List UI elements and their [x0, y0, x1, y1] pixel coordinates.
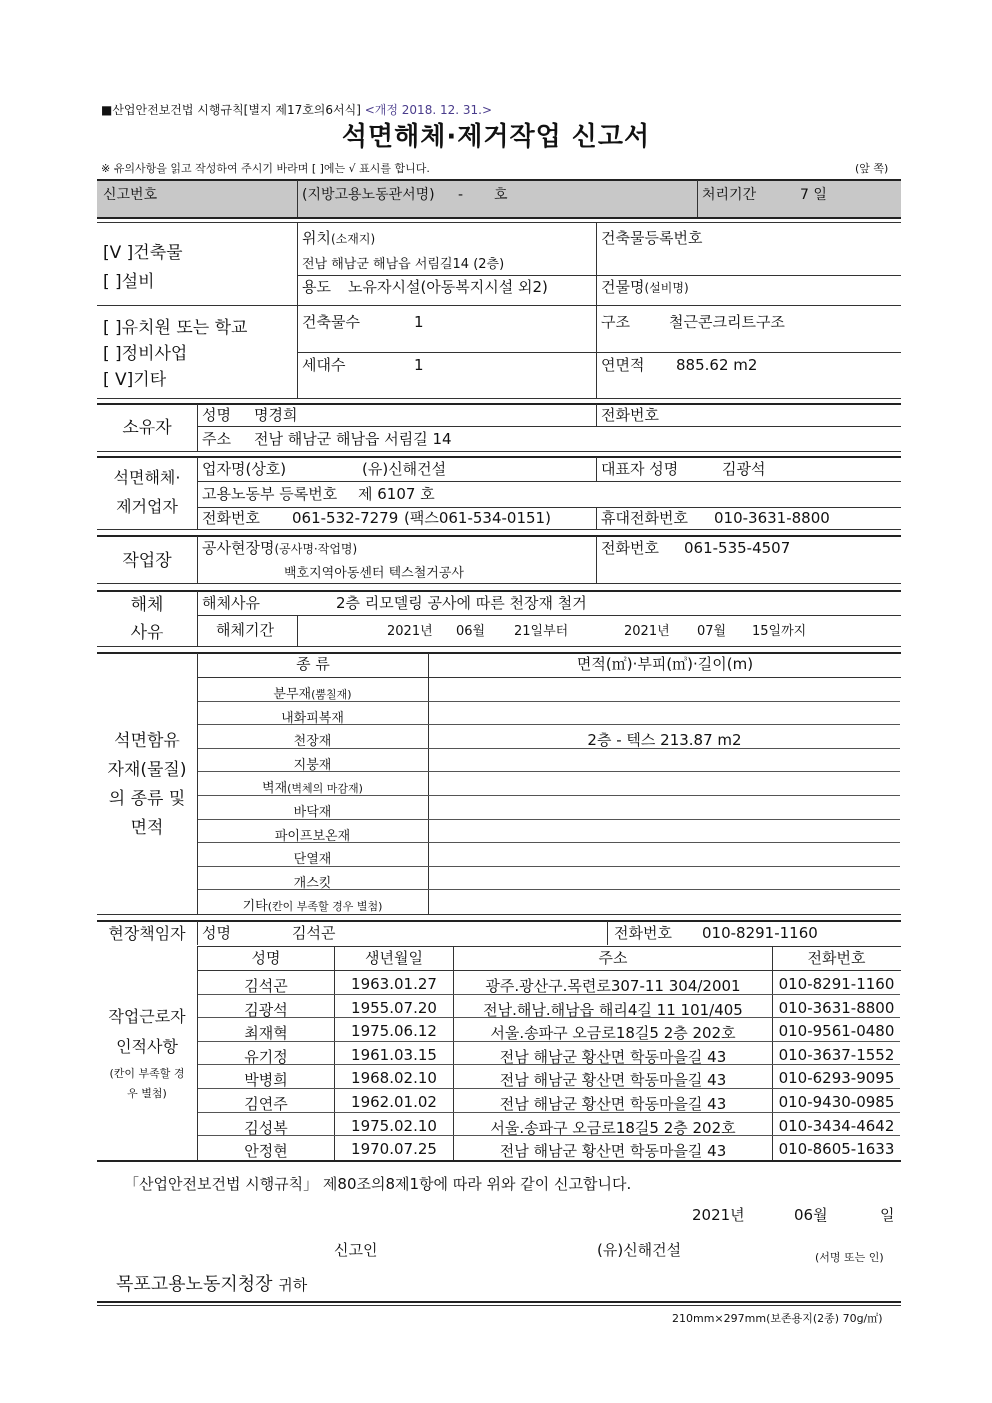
facility-checkbox[interactable]: [ ]설비 — [103, 272, 155, 292]
worker-address: 광주.광산구.목련로307-11 304/2001 — [485, 977, 741, 995]
owner-section-label: 소유자 — [122, 418, 172, 438]
workers-col-name: 성명 — [251, 949, 281, 967]
floor-area-label: 연면적 — [601, 356, 645, 374]
reason-section-line2: 사유 — [130, 623, 164, 643]
material-name: 분무재(뿜칠재) — [273, 687, 352, 702]
workers-section-line2: 인적사항 — [116, 1037, 178, 1056]
owner-phone-label: 전화번호 — [601, 406, 659, 424]
period-end-day: 15일까지 — [752, 624, 807, 639]
worker-row — [198, 1113, 900, 1137]
worker-birthdate: 1963.01.27 — [351, 975, 437, 993]
mobile-value: 010-3631-8800 — [714, 509, 830, 527]
building-checkbox[interactable]: [V ]건축물 — [103, 243, 183, 263]
worker-birthdate: 1975.06.12 — [351, 1022, 437, 1041]
worker-row — [198, 995, 900, 1019]
workers-section-note1: (칸이 부족할 경 — [109, 1067, 185, 1080]
owner-address-value: 전남 해남군 해남읍 서림길 14 — [254, 430, 452, 448]
notice-text: ※ 유의사항을 읽고 작성하여 주시기 바라며 [ ]에는 √ 표시를 합니다. — [101, 162, 430, 175]
supervisor-phone-value: 010-8291-1160 — [702, 924, 818, 942]
location-label: 위치(소재지) — [302, 229, 376, 247]
worker-phone: 010-6293-9095 — [778, 1069, 895, 1088]
material-row — [198, 890, 900, 913]
building-regno-label: 건축물등록번호 — [601, 229, 703, 247]
paper-spec: 210mm×297mm(보존용지(2종) 70g/㎡) — [672, 1312, 883, 1325]
reporter-value: (유)신해건설 — [597, 1241, 682, 1259]
location-value: 전남 해남군 해남읍 서림길14 (2층) — [302, 257, 505, 272]
ceo-name-label: 대표자 성명 — [601, 460, 679, 478]
workers-section-note2: 우 별첨) — [127, 1087, 167, 1100]
site-phone-label: 전화번호 — [601, 539, 659, 557]
ceo-name-value: 김광석 — [722, 460, 766, 478]
material-name: 벽재(벽체의 마감재) — [262, 781, 363, 797]
period-start-month: 06월 — [456, 624, 486, 639]
page-title: 석면해체·제거작업 신고서 — [341, 122, 651, 152]
material-name: 바닥재 — [293, 805, 332, 820]
processing-period-value: 7 일 — [800, 187, 827, 203]
owner-name-label: 성명 — [202, 406, 231, 424]
worker-name: 김성복 — [244, 1118, 288, 1137]
material-name: 파이프보온재 — [274, 828, 351, 844]
law-reference: ■산업안전보건법 시행규칙[별지 제17호의6서식] <개정 2018. 12. 31.> — [101, 103, 492, 117]
declaration-month: 06월 — [794, 1206, 828, 1224]
worker-phone: 010-3434-4642 — [778, 1116, 895, 1135]
worker-birthdate: 1961.03.15 — [351, 1045, 437, 1064]
materials-section-line2: 자재(물질) — [107, 760, 187, 780]
material-area: 2층 - 텍스 213.87 m2 — [587, 731, 742, 750]
worker-address: 전남 해남군 황산면 학동마을길 43 — [499, 1095, 727, 1113]
contractor-fax-value: (팩스061-534-0151) — [404, 509, 551, 527]
households-value: 1 — [414, 356, 424, 374]
worker-name: 유기정 — [244, 1047, 288, 1066]
material-row — [198, 749, 900, 773]
period-start-day: 21일부터 — [514, 624, 569, 639]
receipt-ho: 호 — [494, 187, 508, 203]
site-phone-value: 061-535-4507 — [684, 539, 791, 557]
material-row — [198, 678, 900, 702]
workers-col-phone: 전화번호 — [807, 949, 866, 967]
site-name-value: 백호지역아동센터 텍스철거공사 — [284, 566, 464, 581]
other-checkbox[interactable]: [ V]기타 — [103, 370, 167, 390]
company-name-label: 업자명(상호) — [202, 460, 287, 478]
receipt-dash: - — [458, 187, 464, 203]
contractor-section-line2: 제거업자 — [116, 497, 178, 516]
building-count-label: 건축물수 — [302, 313, 360, 331]
use-label: 용도 — [302, 278, 331, 296]
declaration-year: 2021년 — [692, 1206, 745, 1224]
registration-value: 제 6107 호 — [358, 485, 435, 503]
site-section-label: 작업장 — [122, 551, 172, 571]
reason-section-line1: 해체 — [130, 595, 164, 615]
material-row — [198, 843, 900, 867]
workers-section-line1: 작업근로자 — [108, 1007, 186, 1026]
worker-phone: 010-3637-1552 — [778, 1045, 895, 1064]
material-name: 단열재 — [293, 852, 332, 868]
mobile-label: 휴대전화번호 — [601, 509, 688, 527]
worker-row — [198, 1065, 900, 1089]
worker-row — [198, 1018, 900, 1042]
worker-row — [198, 1089, 900, 1113]
worker-row — [198, 971, 900, 995]
material-row — [198, 796, 900, 820]
contractor-phone-label: 전화번호 — [202, 509, 260, 527]
material-name: 내화피복재 — [281, 710, 344, 726]
worker-address: 전남.해남.해남읍 해리4길 11 101/405 — [483, 1000, 743, 1019]
declaration-day: 일 — [880, 1206, 895, 1224]
supervisor-name-label: 성명 — [202, 924, 231, 942]
period-end-year: 2021년 — [624, 624, 670, 639]
worker-name: 박병희 — [244, 1071, 288, 1090]
worker-name: 김연주 — [244, 1095, 288, 1113]
worker-phone: 010-9430-0985 — [778, 1093, 895, 1111]
material-row — [198, 725, 900, 749]
materials-col-area: 면적(㎡)·부피(㎥)·길이(m) — [576, 655, 754, 673]
floor-area-value: 885.62 m2 — [676, 356, 758, 374]
building-name-label: 건물명(설비명) — [601, 278, 689, 296]
school-checkbox[interactable]: [ ]유치원 또는 학교 — [103, 318, 248, 338]
worker-row — [198, 1042, 900, 1066]
contractor-phone-value: 061-532-7279 — [292, 509, 399, 527]
period-start-year: 2021년 — [387, 624, 433, 639]
office-label: (지방고용노동관서명) — [302, 187, 435, 203]
material-name: 기타(칸이 부족할 경우 별첨) — [242, 899, 383, 915]
period-label: 해체기간 — [216, 621, 274, 639]
addressee: 목포고용노동지청장 귀하 — [116, 1274, 308, 1295]
structure-label: 구조 — [601, 313, 630, 331]
worker-phone: 010-8605-1633 — [778, 1140, 895, 1159]
supervisor-section-label: 현장책임자 — [108, 924, 186, 943]
materials-section-line4: 면적 — [130, 818, 164, 838]
worker-phone: 010-8291-1160 — [778, 975, 895, 993]
households-label: 세대수 — [302, 356, 346, 374]
materials-section-line1: 석면함유 — [114, 731, 180, 751]
worker-birthdate: 1955.07.20 — [351, 998, 437, 1017]
material-name: 개스킷 — [293, 875, 332, 891]
worker-name: 김광석 — [244, 1000, 288, 1019]
use-value: 노유자시설(아동복지시설 외2) — [348, 278, 548, 296]
material-row — [198, 772, 900, 796]
company-name-value: (유)신해건설 — [362, 460, 447, 478]
worker-birthdate: 1968.02.10 — [351, 1069, 437, 1088]
material-row — [198, 820, 900, 844]
worker-name: 김석곤 — [244, 977, 288, 995]
receipt-no-label: 신고번호 — [103, 187, 158, 203]
worker-address: 서울.송파구 오금로18길5 2층 202호 — [490, 1024, 736, 1043]
worker-row — [198, 1136, 900, 1159]
material-row — [198, 702, 900, 726]
worker-phone: 010-3631-8800 — [778, 998, 895, 1017]
reporter-label: 신고인 — [334, 1241, 378, 1259]
owner-address-label: 주소 — [202, 430, 231, 448]
worker-name: 최재혁 — [244, 1024, 288, 1043]
worker-address: 서울.송파구 오금로18길5 2층 202호 — [490, 1118, 736, 1137]
workers-col-birth: 생년월일 — [365, 949, 423, 967]
page-side: (앞 쪽) — [855, 162, 889, 175]
maintenance-checkbox[interactable]: [ ]정비사업 — [103, 344, 188, 364]
reason-value: 2층 리모델링 공사에 따른 천장재 철거 — [336, 594, 587, 612]
materials-section-line3: 의 종류 및 — [108, 789, 186, 809]
material-name: 천장재 — [293, 734, 332, 750]
worker-address: 전남 해남군 황산면 학동마을길 43 — [499, 1071, 727, 1090]
declaration-text: 「산업안전보건법 시행규칙」 제80조의8제1항에 따라 위와 같이 신고합니다. — [124, 1175, 632, 1193]
worker-birthdate: 1975.02.10 — [351, 1116, 437, 1135]
material-row — [198, 867, 900, 891]
reason-label: 해체사유 — [202, 594, 260, 612]
supervisor-phone-label: 전화번호 — [614, 924, 672, 942]
period-end-month: 07월 — [697, 624, 727, 639]
processing-period-label: 처리기간 — [702, 187, 757, 203]
worker-birthdate: 1962.01.02 — [351, 1093, 437, 1111]
building-count-value: 1 — [414, 313, 424, 331]
signature-note: (서명 또는 인) — [815, 1251, 884, 1264]
material-name: 지붕재 — [293, 757, 332, 773]
worker-address: 전남 해남군 황산면 학동마을길 43 — [499, 1047, 727, 1066]
worker-phone: 010-9561-0480 — [778, 1022, 895, 1041]
materials-col-type: 종 류 — [296, 655, 330, 673]
site-name-label: 공사현장명(공사명·작업명) — [202, 539, 358, 557]
structure-value: 철근콘크리트구조 — [669, 313, 785, 331]
contractor-section-line1: 석면해체· — [113, 468, 181, 487]
supervisor-name-value: 김석곤 — [292, 924, 336, 942]
worker-birthdate: 1970.07.25 — [351, 1140, 437, 1159]
worker-address: 전남 해남군 황산면 학동마을길 43 — [499, 1142, 727, 1161]
registration-label: 고용노동부 등록번호 — [202, 485, 338, 503]
owner-name-value: 명경희 — [254, 406, 298, 424]
worker-name: 안정현 — [244, 1142, 288, 1161]
workers-col-address: 주소 — [598, 949, 628, 967]
